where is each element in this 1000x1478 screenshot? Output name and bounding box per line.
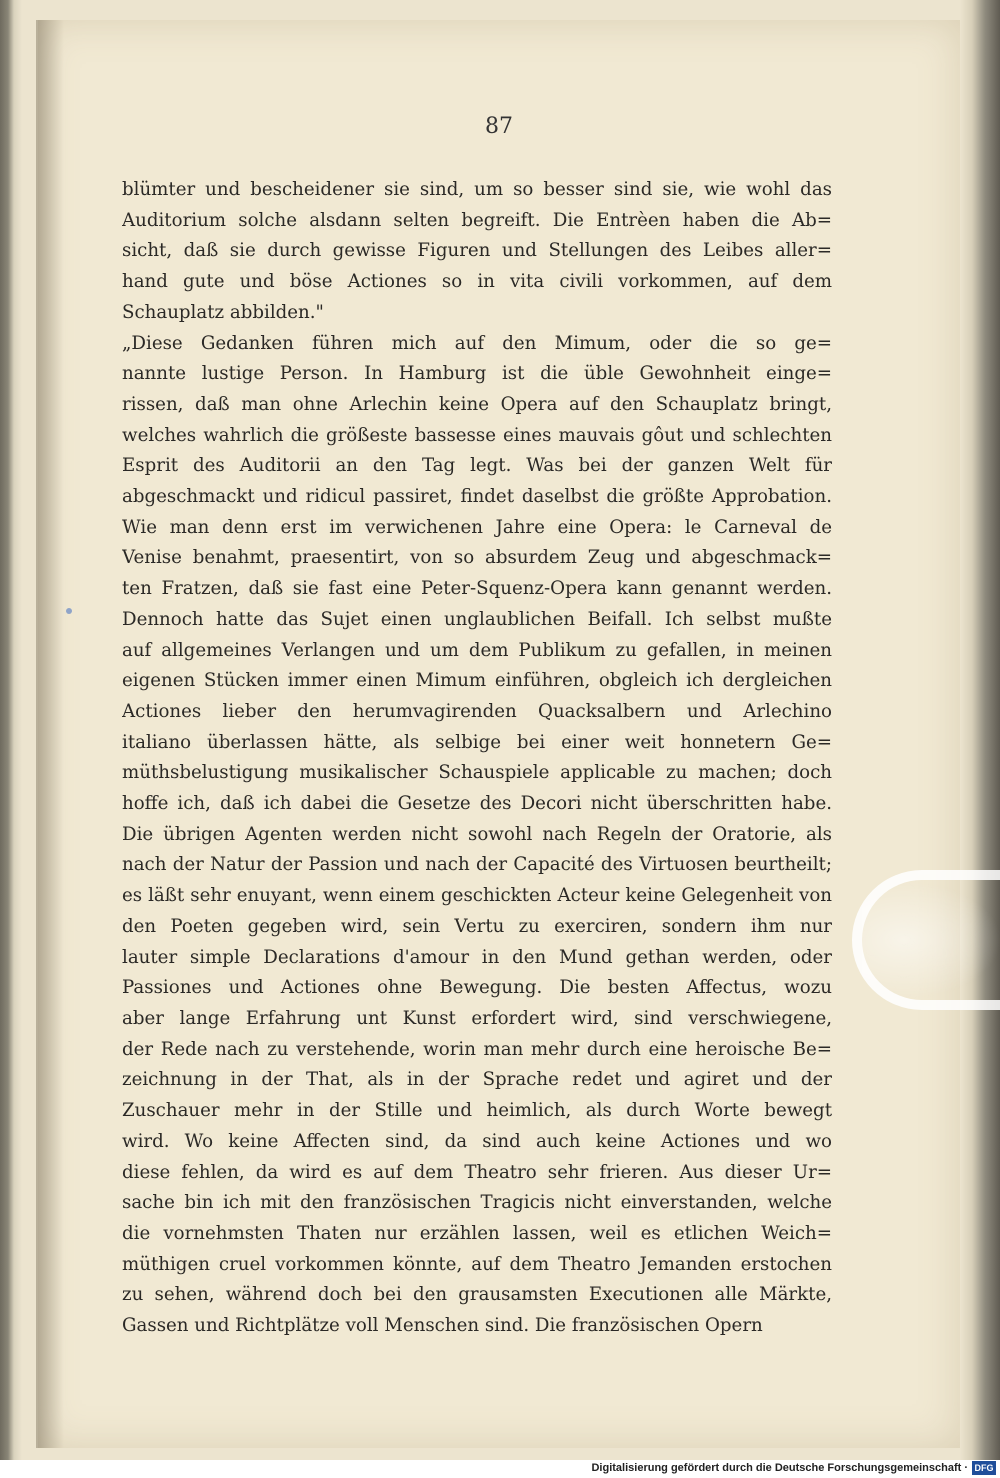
text-line: lauter simple Declarations d'amour in den Mund gethan werden, oder [122, 946, 832, 968]
text-line: ten Fratzen, daß sie fast eine Peter-Squenz-Opera kann genannt werden. [122, 578, 832, 600]
text-line: Dennoch hatte das Sujet einen unglaublichen Beifall. Ich selbst mußte [122, 608, 832, 630]
text-line: Passiones und Actiones ohne Bewegung. Die besten Affectus, wozu [122, 977, 832, 999]
text-line: Auditorium solche alsdann selten begreift. Die Entrèen haben die Ab= [122, 209, 832, 231]
text-line: zeichnung in der That, als in der Sprache redet und agiret und der [122, 1069, 832, 1091]
text-line: der Rede nach zu verstehende, worin man mehr durch eine heroische Be= [122, 1038, 832, 1060]
text-line: blümter und bescheidener sie sind, um so besser sind sie, wie wohl das [122, 179, 832, 200]
text-line: es läßt sehr enuyant, wenn einem geschickten Acteur keine Gelegenheit von [122, 885, 832, 907]
text-line: Wie man denn erst im verwichenen Jahre eine Opera: le Carneval de [122, 516, 832, 538]
text-line: Schauplatz abbilden." [122, 301, 324, 323]
text-line: zu sehen, während doch bei den grausamsten Executionen alle Märkte, [122, 1284, 832, 1306]
text-line: welches wahrlich die größeste bassesse eines mauvais gôut und schlechten [122, 424, 832, 446]
text-line: müthsbelustigung musikalischer Schauspiele applicable zu machen; doch [122, 762, 832, 784]
text-line: Gassen und Richtplätze voll Menschen sind. Die französischen Opern [122, 1315, 763, 1337]
text-line: wird. Wo keine Affecten sind, da sind auch keine Actiones und wo [122, 1130, 832, 1152]
text-line: eigenen Stücken immer einen Mimum einführen, obgleich ich dergleichen [122, 670, 832, 692]
scan-glare-reflection [852, 870, 1000, 1010]
page-number: 87 [485, 114, 513, 139]
dfg-logo-icon: DFG [972, 1461, 996, 1475]
text-line: Venise benahmt, praesentirt, von so absurdem Zeug und abgeschmack= [122, 547, 832, 569]
text-line: abgeschmackt und ridicul passiret, findet daselbst die größte Approbation. [122, 486, 832, 508]
text-line: den Poeten gegeben wird, sein Vertu zu exerciren, sondern ihm nur [122, 915, 832, 937]
text-line: aber lange Erfahrung unt Kunst erfordert wird, sind verschwiegene, [122, 1007, 832, 1029]
footer-bar [0, 1460, 1000, 1478]
text-line: sache bin ich mit den französischen Tragicis nicht einverstanden, welche [122, 1192, 832, 1214]
text-line: Esprit des Auditorii an den Tag legt. Was bei der ganzen Welt für [122, 455, 832, 477]
book-page [36, 20, 960, 1448]
text-line: nannte lustige Person. In Hamburg ist die üble Gewohnheit einge= [122, 363, 832, 385]
text-line: Zuschauer mehr in der Stille und heimlich, als durch Worte bewegt [122, 1100, 832, 1122]
text-line: müthigen cruel vorkommen könnte, auf dem Theatro Jemanden erstochen [122, 1253, 832, 1275]
text-line: auf allgemeines Verlangen und um dem Publikum zu gefallen, in meinen [122, 639, 832, 661]
text-line: die vornehmsten Thaten nur erzählen lassen, weil es etlichen Weich= [122, 1222, 832, 1244]
text-line: hand gute und böse Actiones so in vita civili vorkommen, auf dem [122, 271, 832, 293]
text-line: hoffe ich, daß ich dabei die Gesetze des Decori nicht überschritten habe. [122, 793, 832, 815]
text-line: „Diese Gedanken führen mich auf den Mimum, oder die so ge= [122, 332, 832, 354]
margin-dot-mark [66, 608, 72, 614]
text-line: sicht, daß sie durch gewisse Figuren und Stellungen des Leibes aller= [122, 240, 832, 262]
page-fold-shadow [38, 20, 64, 1448]
digitization-credit: Digitalisierung gefördert durch die Deutsche Forschungsgemeinschaft · [591, 1462, 968, 1474]
text-line: Actiones lieber den herumvagirenden Quacksalbern und Arlechino [122, 700, 832, 722]
text-line: rissen, daß man ohne Arlechin keine Opera auf den Schauplatz bringt, [122, 393, 832, 415]
text-line: nach der Natur der Passion und nach der Capacité des Virtuosen beurtheilt; [122, 854, 832, 876]
text-line: diese fehlen, da wird es auf dem Theatro sehr frieren. Aus dieser Ur= [122, 1161, 832, 1183]
body-text [122, 175, 832, 1342]
text-line: Die übrigen Agenten werden nicht sowohl nach Regeln der Oratorie, als [122, 823, 832, 845]
text-line: italiano überlassen hätte, als selbige bei einer weit honnetern Ge= [122, 731, 832, 753]
